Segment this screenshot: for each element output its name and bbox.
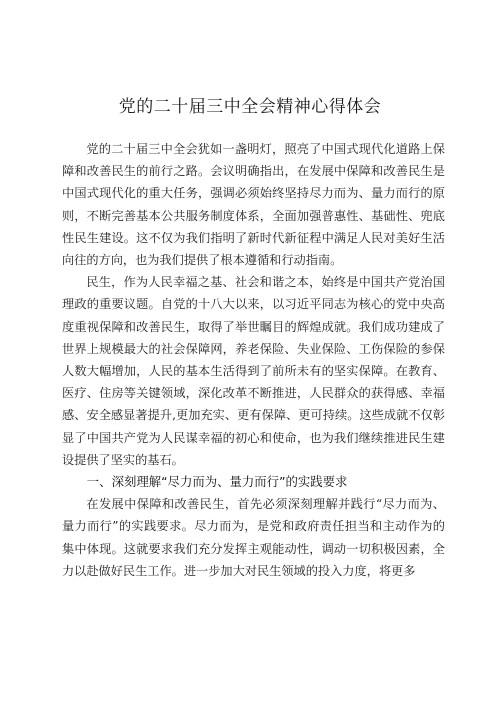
paragraph-intro: 党的二十届三中全会犹如一盏明灯，照亮了中国式现代化道路上保障和改善民生的前行之路。会议明确指出，在发展中保障和改善民生是中国式现代化的重大任务，强调必须始终坚持尽力而为、量力而行的原则，不断完善基本公共服务制度体系，全面加强普惠性、基础性、兜底性民生建设。这不仅为我们指明了新时代新征程中满足人民对美好生活向往的方向，也为我们提供了根本遵循和行动指南。 [62,142,445,268]
paragraph-section1: 在发展中保障和改善民生，首先必须深刻理解并践行“尽力而为、量力而行”的实践要求。尽力而为，是党和政府责任担当和主动作为的集中体现。这就要求我们充分发挥主观能动性，调动一切积极因素，全力以赴做好民生工作。进一步加大对民生领域的投入力度，将更多 [62,497,445,578]
section-heading-1: 一、深刻理解“尽力而为、量力而行”的实践要求 [86,474,348,490]
paragraph-livelihood: 民生，作为人民幸福之基、社会和谐之本，始终是中国共产党治国理政的重要议题。自党的十八大以来，以习近平同志为核心的党中央高度重视保障和改善民生，取得了举世瞩目的辉煌成就。我们成功建成了世界上规模最大的社会保障网，养老保险、失业保险、工伤保险的参保人数大幅增加，人民的基本生活得到了前所未有的坚实保障。在教育、医疗、住房等关键领域，深化改革不断推进，人民群众的获得感、幸福感、安全感显著提升,更加充实、更有保障、更可持续。这些成就不仅彰显了中国共产党为人民谋幸福的初心和使命，也为我们继续推进民生建设提供了坚实的基石。 [62,275,445,467]
document-body [62,138,445,582]
document-title: 党的二十届三中全会精神心得体会 [118,97,382,117]
